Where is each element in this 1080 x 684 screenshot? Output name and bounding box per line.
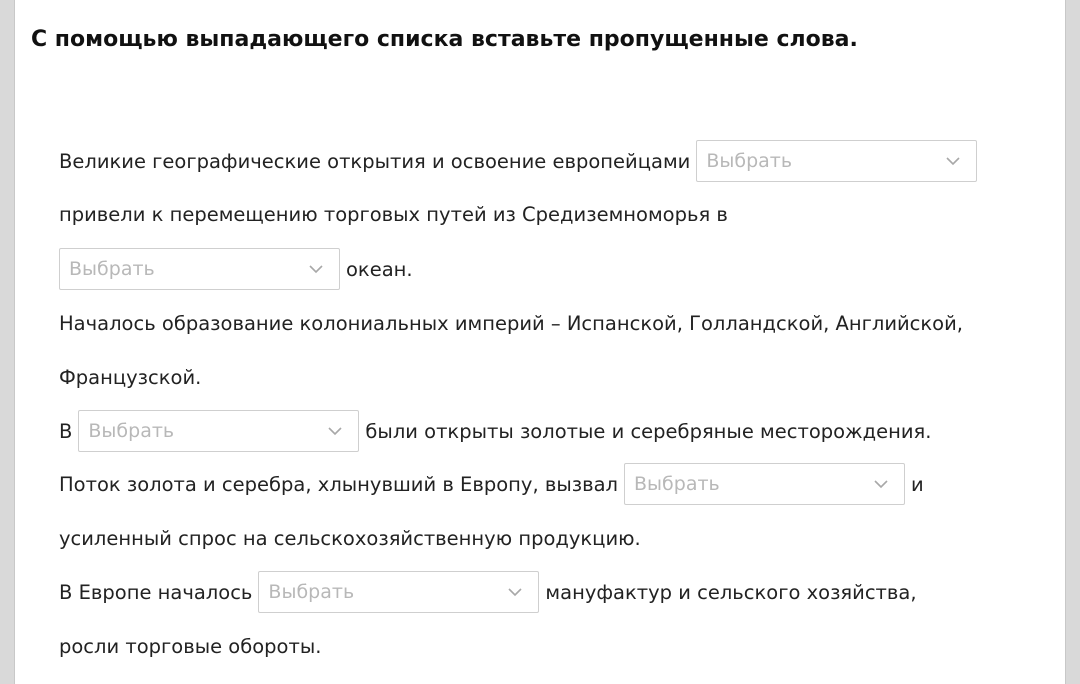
dropdown-select-3[interactable]	[78, 410, 359, 452]
sentence-text: Великие географические открытия и освоение европейцами	[59, 149, 691, 173]
sentence-text: В	[59, 419, 73, 443]
text-line-6	[59, 409, 931, 453]
sentence-text: Поток золота и серебра, хлынувший в Европу, вызвал	[59, 472, 619, 496]
sentence-text: были открыты золотые и серебряные месторождения.	[365, 419, 932, 443]
sentence-text: мануфактур и сельского хозяйства,	[545, 580, 917, 604]
text-line-4	[59, 301, 963, 345]
chevron-down-icon	[307, 260, 325, 278]
text-line-1	[59, 139, 977, 183]
sentence-text: Началось образование колониальных империй – Испанской, Голландской, Английской,	[59, 311, 963, 335]
dropdown-placeholder: Выбрать	[88, 420, 175, 442]
dropdown-select-1[interactable]	[696, 140, 977, 182]
dropdown-select-5[interactable]	[258, 571, 539, 613]
text-line-8	[59, 516, 641, 560]
text-line-7	[59, 462, 924, 506]
sentence-text: привели к перемещению торговых путей из Средиземноморья в	[59, 202, 728, 226]
sentence-text: Французской.	[59, 365, 202, 389]
sentence-text: океан.	[346, 257, 413, 281]
dropdown-placeholder: Выбрать	[706, 150, 793, 172]
text-line-5	[59, 355, 201, 399]
task-title: С помощью выпадающего списка вставьте пропущенные слова.	[31, 27, 858, 52]
text-line-9	[59, 570, 917, 614]
dropdown-placeholder: Выбрать	[69, 258, 155, 280]
text-line-3	[59, 247, 413, 291]
chevron-down-icon	[872, 475, 890, 493]
sentence-text: усиленный спрос на сельскохозяйственную продукцию.	[59, 526, 641, 550]
exercise-card	[14, 0, 1066, 684]
sentence-text: росли торговые обороты.	[59, 634, 322, 658]
text-line-2	[59, 192, 728, 236]
text-line-10	[59, 624, 321, 668]
dropdown-select-2[interactable]	[59, 248, 340, 290]
sentence-text: и	[911, 472, 924, 496]
sentence-text: В Европе началось	[59, 580, 253, 604]
chevron-down-icon	[944, 152, 962, 170]
dropdown-placeholder: Выбрать	[268, 581, 355, 603]
chevron-down-icon	[326, 422, 344, 440]
chevron-down-icon	[506, 583, 524, 601]
dropdown-placeholder: Выбрать	[634, 473, 720, 495]
dropdown-select-4[interactable]	[624, 463, 905, 505]
